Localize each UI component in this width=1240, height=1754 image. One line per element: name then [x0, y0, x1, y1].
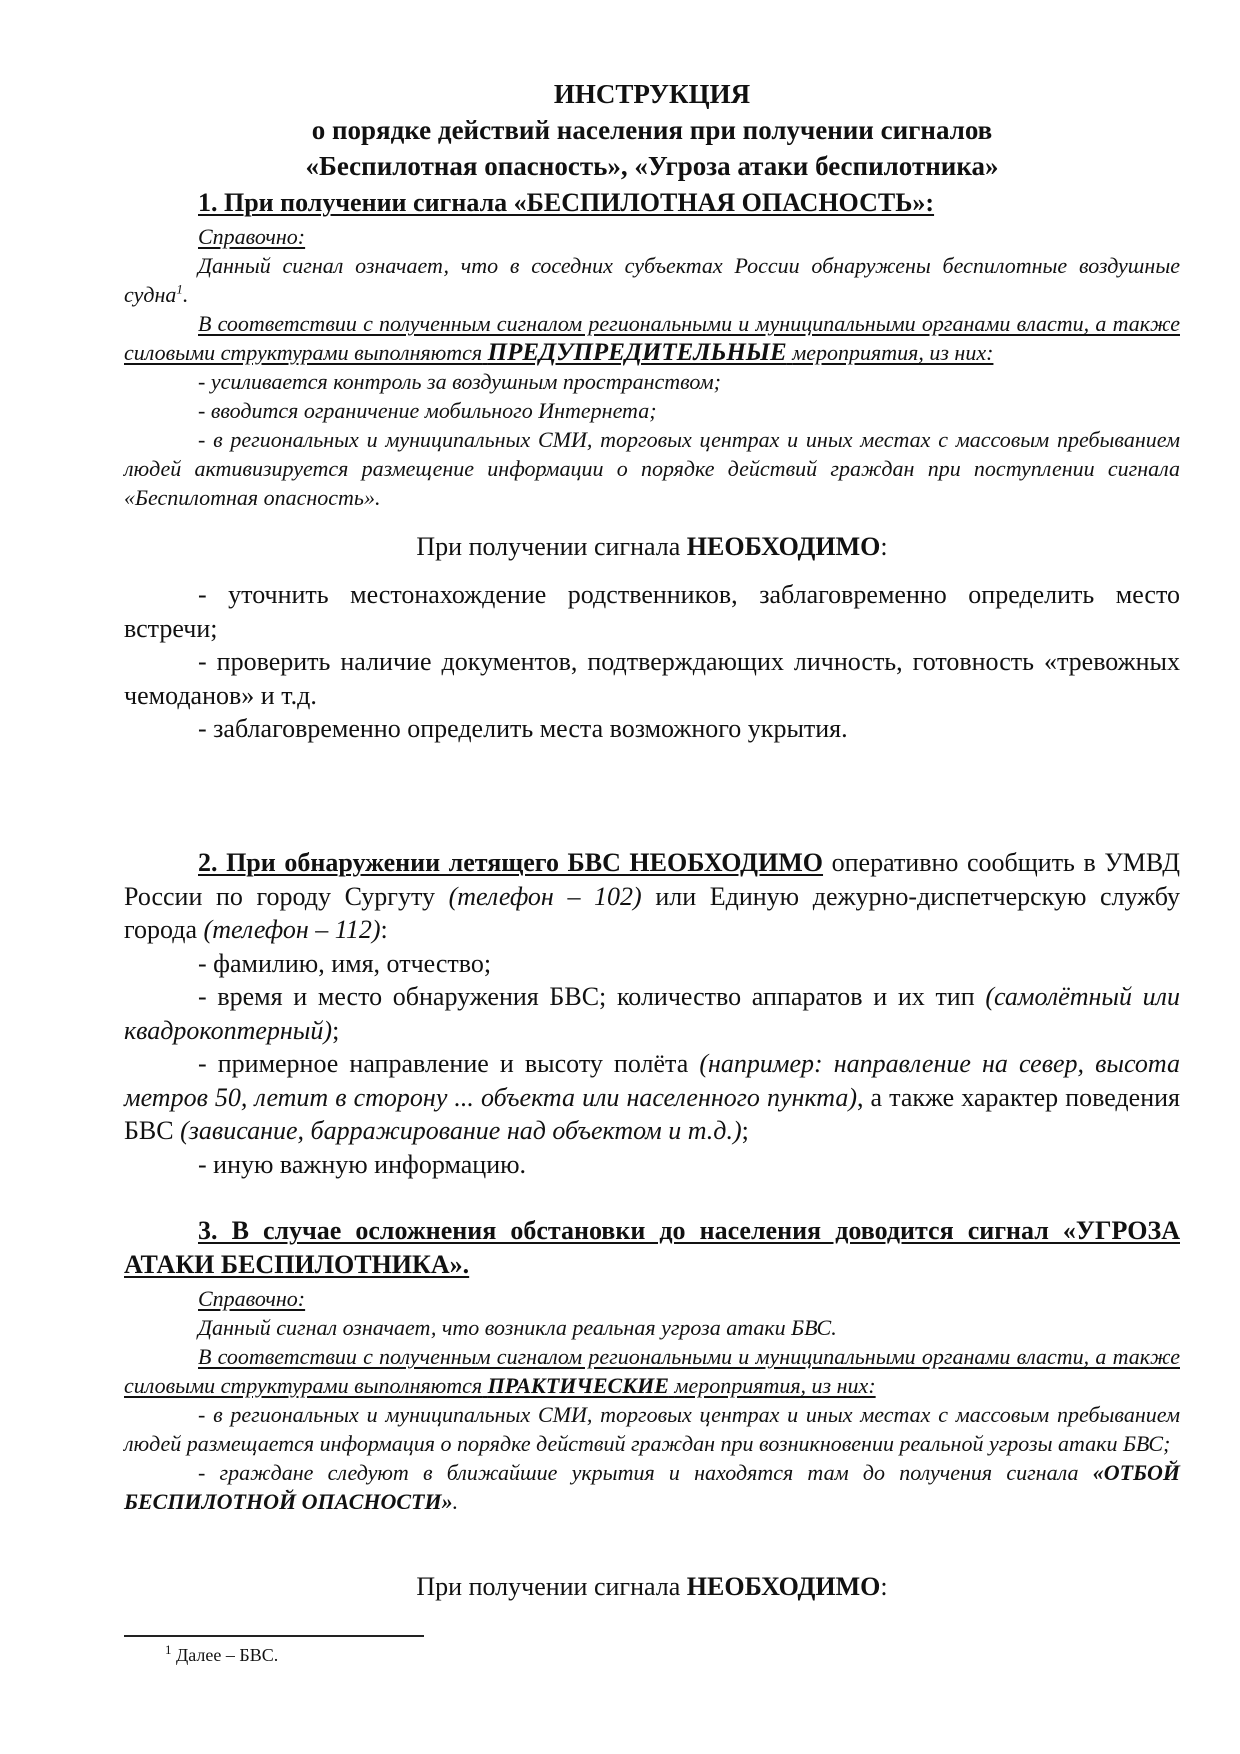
- title-line-2: о порядке действий населения при получении сигналов: [311, 115, 993, 145]
- footnote-text: Далее – БВС.: [176, 1645, 279, 1665]
- section-2-heading: 2. При обнаружении летящего БВС НЕОБХОДИМО: [198, 848, 824, 877]
- section-1-reference: [124, 222, 1180, 512]
- footnote-separator: [124, 1635, 424, 1637]
- report-item: - фамилию, имя, отчество;: [198, 948, 492, 978]
- phone-police: (телефон – 102): [448, 881, 642, 911]
- measures-intro: В соответствии с полученным сигналом региональными и муниципальными органами власти, а также силовыми структурами выполняются ПРЕДУПРЕДИТЕЛЬНЫЕ мероприятия, из них:: [124, 311, 1180, 366]
- document-title: [124, 76, 1180, 184]
- reference-label: Справочно:: [198, 1286, 306, 1311]
- measure-item: - вводится ограничение мобильного Интернета;: [198, 398, 657, 423]
- action-item: - проверить наличие документов, подтверждающих личность, готовность «тревожных чемоданов» и т.д.: [124, 647, 1180, 710]
- measure-item: - в региональных и муниципальных СМИ, торговых центрах и иных местах с массовым пребыванием людей размещается информация о порядке действий граждан при возникновении реальной угрозы атаки БВС;: [124, 1402, 1180, 1456]
- section-1-necessary: При получении сигнала НЕОБХОДИМО:: [416, 532, 888, 561]
- section-2: [124, 846, 1180, 1181]
- measure-item: - усиливается контроль за воздушным пространством;: [198, 369, 721, 394]
- section-1-actions: [124, 578, 1180, 746]
- report-item: - время и место обнаружения БВС; количество аппаратов и их тип (самолётный или квадрокоптерный);: [124, 982, 1181, 1045]
- reference-label: Справочно:: [198, 224, 306, 249]
- action-item: - заблаговременно определить места возможного укрытия.: [198, 714, 848, 743]
- measures-intro: В соответствии с полученным сигналом региональными и муниципальными органами власти, а также силовыми структурами выполняются ПРАКТИЧЕСКИЕ мероприятия, из них:: [124, 1344, 1180, 1398]
- footnote-ref[interactable]: 1: [176, 281, 183, 297]
- footnote: [165, 1642, 279, 1666]
- section-3-reference: [124, 1284, 1180, 1516]
- section-3-necessary: При получении сигнала НЕОБХОДИМО:: [416, 1572, 888, 1601]
- title-line-1: ИНСТРУКЦИЯ: [553, 79, 751, 109]
- report-item: - примерное направление и высоту полёта (например: направление на север, высота метров 50, летит в сторону ... объекта или населенного пункта), а также характер поведения БВС (зависание, барражирование над объектом и т.д.);: [124, 1049, 1180, 1145]
- reference-text: Данный сигнал означает, что в соседних субъектах России обнаружены беспилотные воздушные судна$^1$.: [124, 253, 1180, 307]
- section-2-intro: 2. При обнаружении летящего БВС НЕОБХОДИМО оперативно сообщить в УМВД России по городу Сургуту (телефон – 102) или Единую дежурно-диспетчерскую службу города (телефон – 112):: [124, 848, 1181, 944]
- footnote-mark: 1: [165, 1642, 172, 1657]
- section-1-heading: 1. При получении сигнала «БЕСПИЛОТНАЯ ОПАСНОСТЬ»:: [198, 188, 935, 217]
- measure-item: - граждане следуют в ближайшие укрытия и находятся там до получения сигнала «ОТБОЙ БЕСПИЛОТНОЙ ОПАСНОСТИ».: [124, 1460, 1180, 1514]
- action-item: - уточнить местонахождение родственников, заблаговременно определить место встречи;: [124, 580, 1180, 643]
- title-line-3: «Беспилотная опасность», «Угроза атаки беспилотника»: [305, 151, 999, 181]
- phone-dispatch: (телефон – 112): [203, 915, 381, 944]
- measure-item: - в региональных и муниципальных СМИ, торговых центрах и иных местах с массовым пребыванием людей активизируется размещение информации о порядке действий граждан при поступлении сигнала «Беспилотная опасность».: [124, 427, 1180, 510]
- reference-text: Данный сигнал означает, что возникла реальная угроза атаки БВС.: [198, 1315, 837, 1340]
- section-3-heading: 3. В случае осложнения обстановки до населения доводится сигнал «УГРОЗА АТАКИ БЕСПИЛОТНИКА».: [124, 1216, 1180, 1279]
- report-item: - иную важную информацию.: [198, 1149, 527, 1179]
